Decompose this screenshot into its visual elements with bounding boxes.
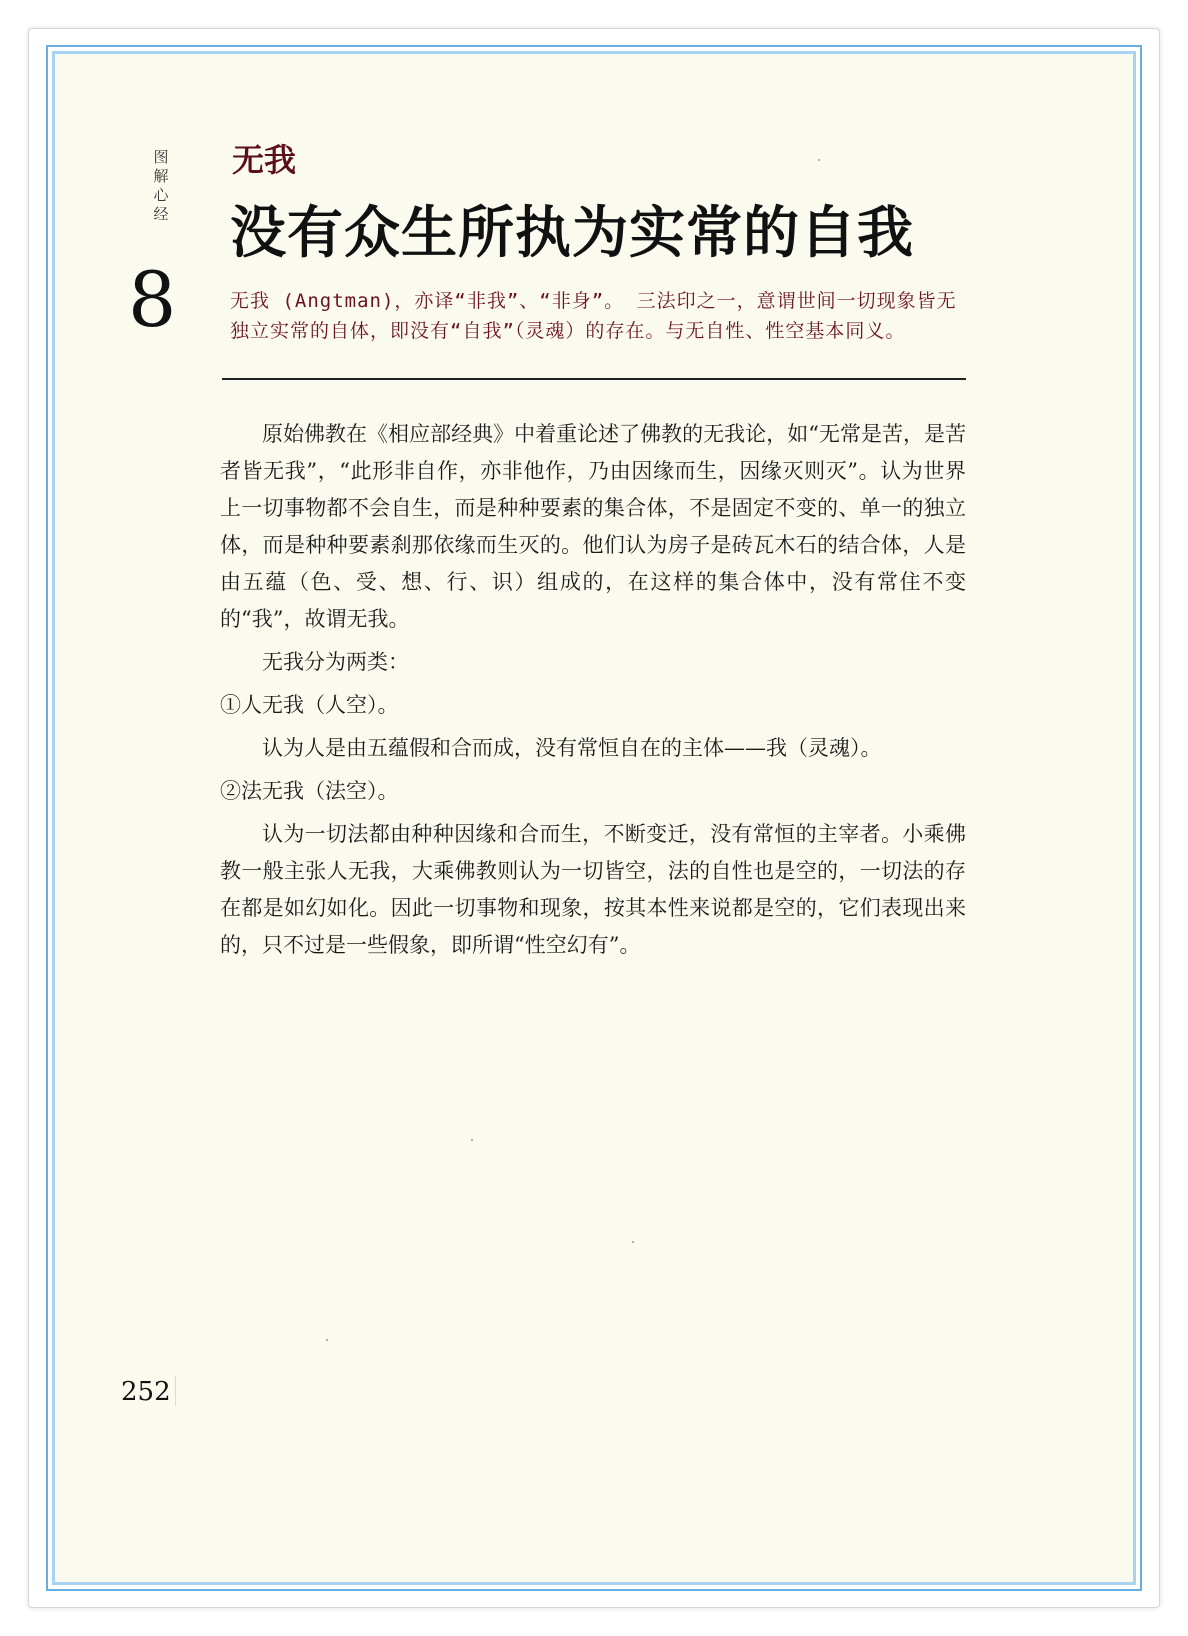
paragraph-classification: 无我分为两类： <box>262 650 409 674</box>
paper-speck <box>632 1241 634 1243</box>
section-kicker: 无我 <box>232 141 297 179</box>
paper-speck <box>818 159 820 161</box>
side-label: 图解心经 <box>153 148 169 223</box>
divider-rule <box>222 378 966 380</box>
paper-speck <box>471 1139 473 1141</box>
definition-text: 无我 (Angtman)，亦译“非我”、“非身”。 三法印之一，意谓世间一切现象皆无独立实常的自体，即没有“自我”（灵魂）的存在。与无自性、性空基本同义。 <box>230 290 957 342</box>
paragraph-person: 认为人是由五蕴假和合而成，没有常恒自在的主体——我（灵魂）。 <box>262 736 882 760</box>
page-number-tick <box>175 1376 176 1406</box>
list-item-dharma: ②法无我（法空）。 <box>220 779 399 803</box>
paper-speck <box>326 1339 328 1341</box>
list-item-person: ①人无我（人空）。 <box>220 693 399 717</box>
paragraph-dharma: 认为一切法都由种种因缘和合而生，不断变迁，没有常恒的主宰者。小乘佛教一般主张人无我，大乘佛教则认为一切皆空，法的自性也是空的，一切法的存在都是如幻如化。因此一切事物和现象，按其本性来说都是空的，它们表现出来的，只不过是一些假象，即所谓“性空幻有”。 <box>220 822 966 957</box>
page-title: 没有众生所执为实常的自我 <box>230 200 914 266</box>
page-number: 252 <box>121 1377 171 1407</box>
chapter-number: 8 <box>128 255 177 344</box>
body-text <box>220 416 966 964</box>
paragraph-intro: 原始佛教在《相应部经典》中着重论述了佛教的无我论，如“无常是苦，是苦者皆无我”，“此形非自作，亦非他作，乃由因缘而生，因缘灭则灭”。认为世界上一切事物都不会自生，而是种种要素的集合体，不是固定不变的、单一的独立体，而是种种要素刹那依缘而生灭的。他们认为房子是砖瓦木石的结合体，人是由五蕴（色、受、想、行、识）组成的，在这样的集合体中，没有常住不变的“我”，故谓无我。 <box>220 422 966 631</box>
